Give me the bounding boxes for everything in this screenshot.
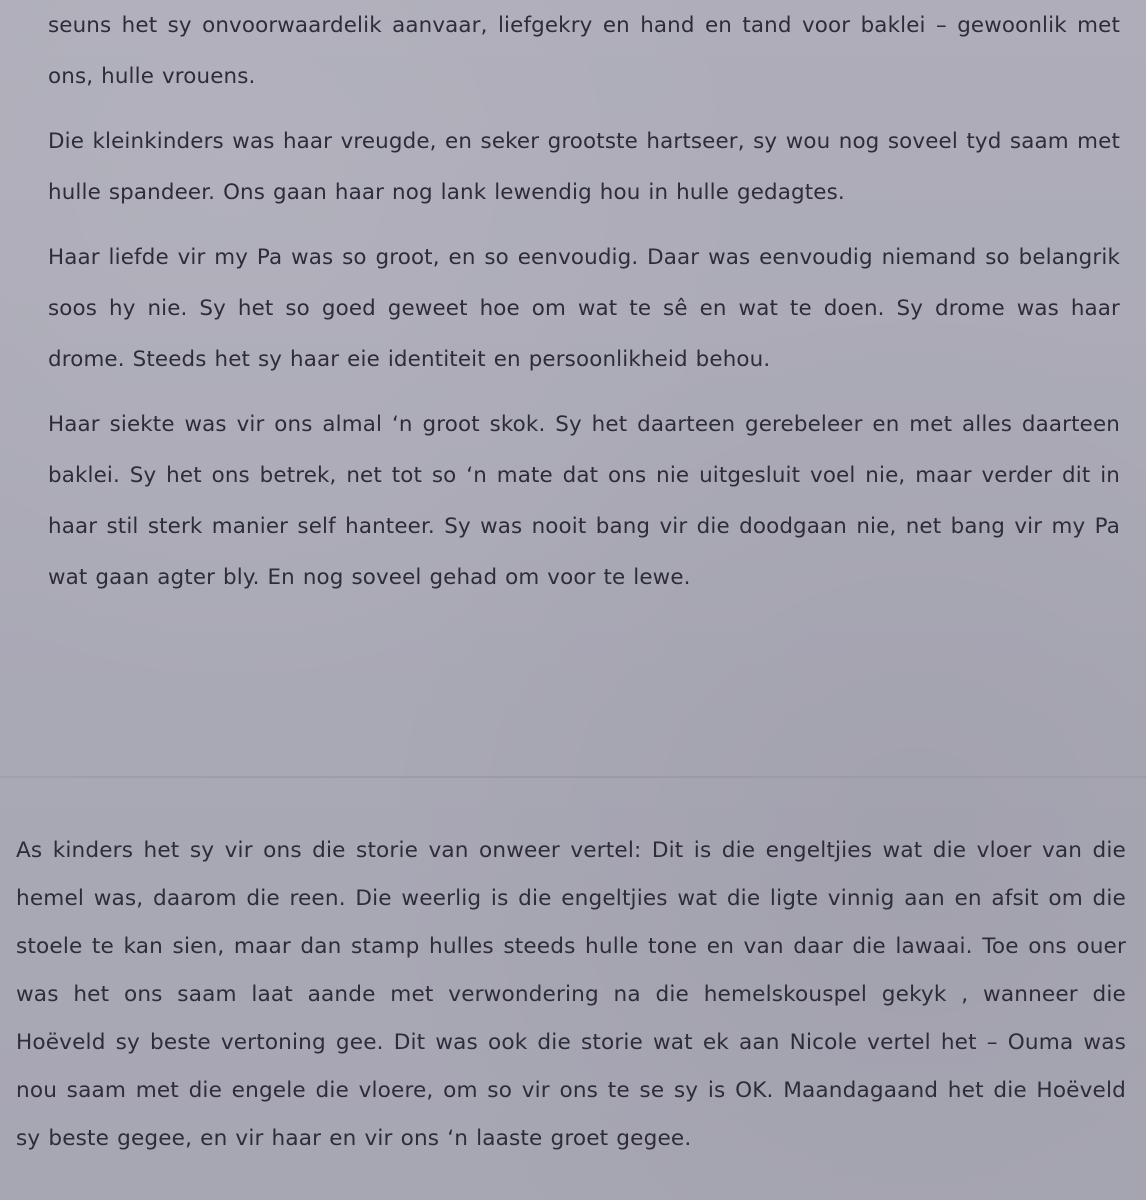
upper-text-section [48,0,1120,617]
paragraph-illness: Haar siekte was vir ons almal ‘n groot skok. Sy het daarteen gerebeleer en met alles daarteen baklei. Sy het ons betrek, net tot so ‘n mate dat ons nie uitgesluit voel nie, maar verder dit in haar stil sterk manier self hanteer. Sy was nooit bang vir die doodgaan nie, net bang vir my Pa wat gaan agter bly. En nog soveel gehad om voor te lewe. [48,412,1120,590]
paragraph-thunderstorm-story: As kinders het sy vir ons die storie van onweer vertel: Dit is die engeltjies wat die vloer van die hemel was, daarom die reen. Die weerlig is die engeltjies wat die ligte vinnig aan en afsit om die stoele te kan sien, maar dan stamp hulles steeds hulle tone en van daar die lawaai. Toe ons ouer was het ons saam laat aande met verwondering na die hemelskouspel gekyk , wanneer die Hoëveld sy beste vertoning gee. Dit was ook die storie wat ek aan Nicole vertel het – Ouma was nou saam met die engele die vloere, om so vir ons te se sy is OK. Maandagaand het die Hoëveld sy beste gegee, en vir haar en vir ons ‘n laaste groet gegee. [16,838,1126,1151]
lower-text-section [16,827,1126,1163]
paragraph-grandchildren: Die kleinkinders was haar vreugde, en seker grootste hartseer, sy wou nog soveel tyd saam met hulle spandeer. Ons gaan haar nog lank lewendig hou in hulle gedagtes. [48,129,1120,205]
paragraph-sons: seuns het sy onvoorwaardelik aanvaar, liefgekry en hand en tand voor baklei – gewoonlik met ons, hulle vrouens. [48,13,1120,89]
paragraph-love-for-pa: Haar liefde vir my Pa was so groot, en so eenvoudig. Daar was eenvoudig niemand so belangrik soos hy nie. Sy het so goed geweet hoe om wat te sê en wat te doen. Sy drome was haar drome. Steeds het sy haar eie identiteit en persoonlikheid behou. [48,245,1120,372]
paper-fold-line [0,776,1146,778]
